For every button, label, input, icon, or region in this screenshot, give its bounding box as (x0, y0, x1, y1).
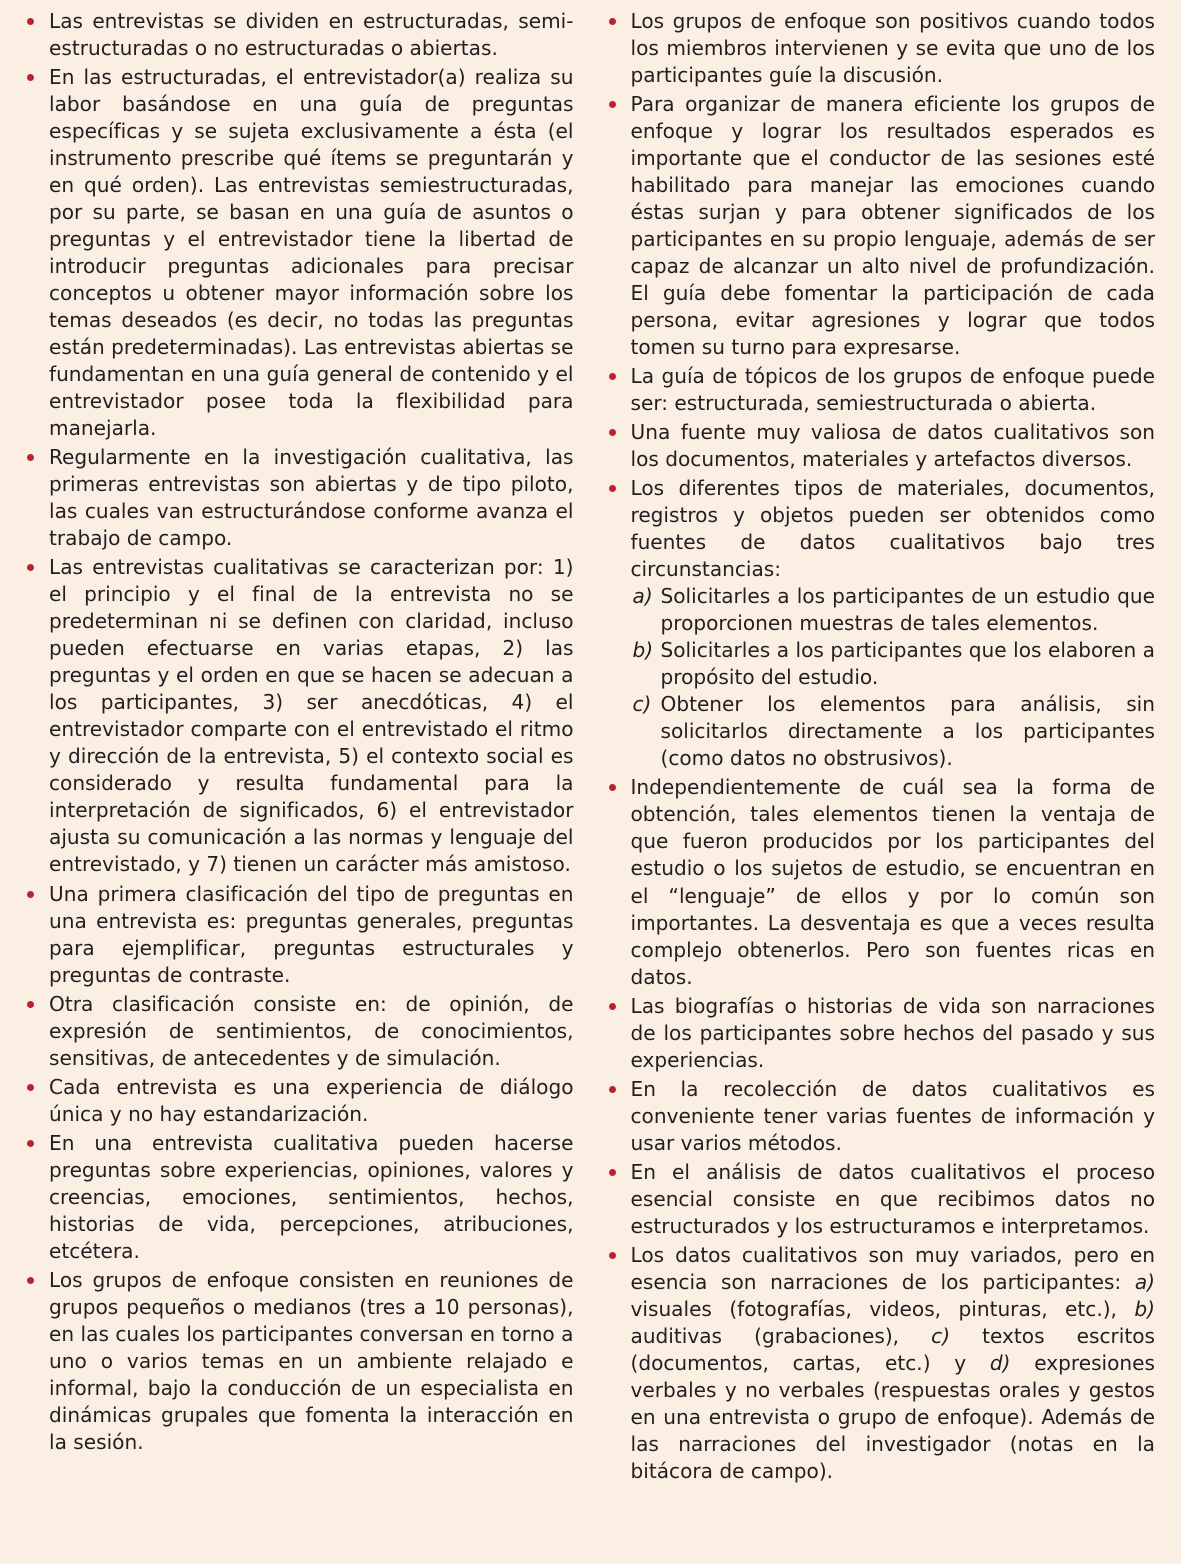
final-text-part-2: visuales (fotografías, videos, pinturas, etc.), (630, 1296, 1135, 1321)
list-item: En las estructuradas, el entrevistador(a) realiza su labor basándose en una guía de preguntas específicas y se sujeta exclusivamente a ésta (el instrumento prescribe qué ítems se preguntarán y en qué orden). Las entrevistas semiestructuradas, por su parte, se basan en una guía de asuntos o preguntas y el entrevistador tiene la libertad de introducir preguntas adicionales para precisar conceptos u obtener mayor información sobre los temas deseados (es decir, no todas las preguntas están predeterminadas). Las entrevistas abiertas se fundamentan en una guía general de contenido y el entrevistador posee toda la flexibilidad para manejarla. (18, 64, 574, 442)
right-bullet-list (600, 8, 1156, 1485)
sub-list-item (631, 691, 1156, 772)
list-item: Cada entrevista es una experiencia de diálogo única y no hay estandarización. (18, 1074, 574, 1128)
list-item: Una fuente muy valiosa de datos cualitativos son los documentos, materiales y artefactos diversos. (600, 419, 1156, 473)
list-item: Las entrevistas se dividen en estructuradas, semi-estructuradas o no estructuradas o abiertas. (18, 8, 574, 62)
list-item: Para organizar de manera eficiente los grupos de enfoque y lograr los resultados esperados es importante que el conductor de las sesiones esté habilitado para manejar las emociones cuando éstas surjan y para obtener significados de los participantes en su propio lenguaje, además de ser capaz de alcanzar un alto nivel de profundización. El guía debe fomentar la participación de cada persona, evitar agresiones y lograr que todos tomen su turno para expresarse. (600, 91, 1156, 361)
final-text-part-5: expresiones verbales y no verbales (respuestas orales y gestos en una entrevista o grupo de enfoque). Además de las narraciones del investigador (notas en la bitácora de campo). (630, 1350, 1156, 1483)
left-bullet-list (18, 8, 574, 1456)
list-item: En el análisis de datos cualitativos el proceso esencial consiste en que recibimos datos no estructurados y los estructuramos e interpretamos. (600, 1159, 1156, 1240)
list-item: Regularmente en la investigación cualitativa, las primeras entrevistas son abiertas y de tipo piloto, las cuales van estructurándose conforme avanza el trabajo de campo. (18, 444, 574, 552)
final-text-part-3: auditivas (grabaciones), (630, 1323, 932, 1348)
list-item: Los grupos de enfoque consisten en reuniones de grupos pequeños o medianos (tres a 10 personas), en las cuales los participantes conversan en torno a uno o varios temas en un ambiente relajado e informal, bajo la conducción de un especialista en dinámicas grupales que fomenta la interacción en la sesión. (18, 1267, 574, 1456)
final-marker-d: d) (989, 1350, 1011, 1375)
list-item: Los grupos de enfoque son positivos cuando todos los miembros intervienen y se evita que uno de los participantes guíe la discusión. (600, 8, 1156, 89)
sub-list-item (631, 583, 1156, 637)
final-text-part-1: Los datos cualitativos son muy variados, pero en esencia son narraciones de los participantes: (630, 1242, 1155, 1294)
list-item: Una primera clasificación del tipo de preguntas en una entrevista es: preguntas generales, preguntas para ejemplificar, preguntas estructurales y preguntas de contraste. (18, 881, 574, 989)
sub-item-text: Obtener los elementos para análisis, sin solicitarlos directamente a los participantes (como datos no obstrusivos). (660, 692, 1155, 771)
list-item-with-sublist (600, 475, 1156, 772)
right-column (600, 8, 1156, 1556)
list-item: En la recolección de datos cualitativos es conveniente tener varias fuentes de información y usar varios métodos. (600, 1076, 1156, 1157)
final-text-part-4: textos escritos (documentos, cartas, etc.) y (630, 1323, 1156, 1375)
list-item: La guía de tópicos de los grupos de enfoque puede ser: estructurada, semiestructurada o abierta. (600, 363, 1156, 417)
left-column (18, 8, 574, 1556)
final-marker-a: a) (1134, 1269, 1155, 1294)
final-marker-c: c) (931, 1323, 951, 1348)
list-item: En una entrevista cualitativa pueden hacerse preguntas sobre experiencias, opiniones, valores y creencias, emociones, sentimientos, hechos, historias de vida, percepciones, atribuciones, etcétera. (18, 1130, 574, 1265)
sub-item-marker: a) (632, 584, 653, 609)
list-item: Otra clasificación consiste en: de opinión, de expresión de sentimientos, de conocimientos, sensitivas, de antecedentes y de simulación. (18, 991, 574, 1072)
sub-item-text: Solicitarles a los participantes de un estudio que proporcionen muestras de tales elementos. (660, 584, 1155, 636)
final-marker-b: b) (1134, 1296, 1155, 1321)
sub-item-text: Solicitarles a los participantes que los elaboren a propósito del estudio. (660, 638, 1155, 690)
sub-list (631, 583, 1156, 772)
sub-item-marker: c) (632, 692, 652, 717)
list-item-lead-text: Los diferentes tipos de materiales, documentos, registros y objetos pueden ser obtenidos como fuentes de datos cualitativos bajo tres circunstancias: (630, 476, 1155, 582)
list-item-final (600, 1242, 1156, 1485)
list-item: Las entrevistas cualitativas se caracterizan por: 1) el principio y el final de la entrevista no se predeterminan ni se definen con claridad, incluso pueden efectuarse en varias etapas, 2) las preguntas y el orden en que se hacen se adecuan a los participantes, 3) ser anecdóticas, 4) el entrevistador comparte con el entrevistado el ritmo y dirección de la entrevista, 5) el contexto social es considerado y resulta fundamental para la interpretación de significados, 6) el entrevistador ajusta su comunicación a las normas y lenguaje del entrevistado, y 7) tienen un carácter más amistoso. (18, 554, 574, 878)
list-item: Independientemente de cuál sea la forma de obtención, tales elementos tienen la ventaja de que fueron producidos por los participantes del estudio o los sujetos de estudio, se encuentran en el “lenguaje” de ellos y por lo común son importantes. La desventaja es que a veces resulta complejo obtenerlos. Pero son fuentes ricas en datos. (600, 774, 1156, 990)
list-item: Las biografías o historias de vida son narraciones de los participantes sobre hechos del pasado y sus experiencias. (600, 993, 1156, 1074)
sub-list-item (631, 637, 1156, 691)
sub-item-marker: b) (632, 638, 654, 663)
